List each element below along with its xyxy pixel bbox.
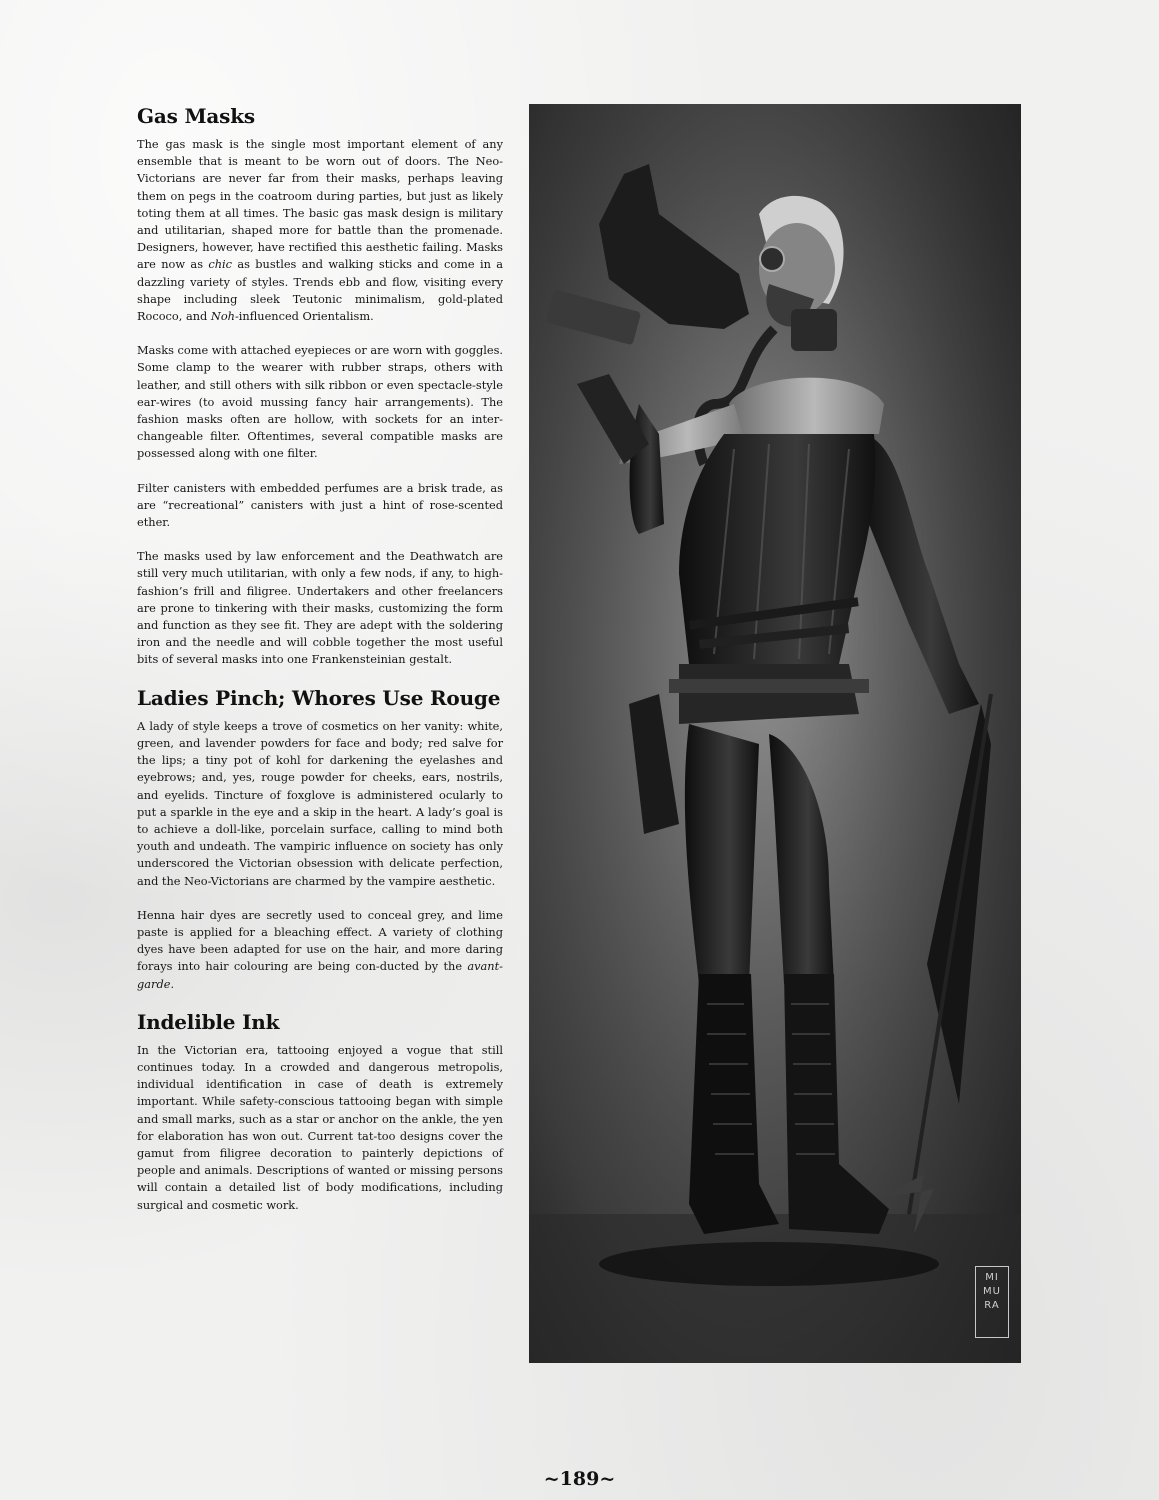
- text-column: [137, 104, 503, 1231]
- page-number: ~189~: [543, 1468, 616, 1490]
- text-run: Henna hair dyes are secretly used to conceal grey, and lime paste is applied for a bleaching effect. A variety of clothing dyes have been adapted for use on the hair, and more daring forays into hair colouring are being con-ducted by the: [137, 907, 503, 974]
- section-indelible-ink: [137, 1010, 503, 1214]
- body-paragraph: [137, 342, 503, 462]
- section-ladies-pinch-whores-use-rouge: [137, 686, 503, 993]
- body-paragraph: [137, 1042, 503, 1214]
- text-run: A lady of style keeps a trove of cosmetics on her vanity: white, green, and lavender powders for face and body; red salve for the lips; a tiny pot of kohl for darkening the eyelashes and eyebrows; and, yes, rouge powder for cheeks, ears, nostrils, and eyelids. Tincture of foxglove is administered ocularly to put a sparkle in the eye and a skip in the heart. A lady’s goal is to achieve a doll-like, porcelain surface, calling to mind both youth and undeath. The vampiric influence on society has only underscored the Victorian obsession with delicate perfection, and the Neo-Victorians are charmed by the vampire aesthetic.: [137, 718, 503, 888]
- text-run: -influenced Orientalism.: [234, 309, 374, 324]
- body-paragraph: [137, 907, 503, 993]
- artist-signature: MI MU RA: [975, 1266, 1009, 1338]
- text-run: In the Victorian era, tattooing enjoyed a vogue that still continues today. In a crowded and dangerous metropolis, individual identification in case of death is extremely important. While safety-conscious tattooing began with simple and small marks, such as a star or anchor on the ankle, the yen for elaboration has won out. Current tat-too designs cover the gamut from filigree decoration to painterly depictions of people and animals. Descriptions of wanted or missing persons will contain a detailed list of body modifications, including surgical and cosmetic work.: [137, 1042, 503, 1212]
- text-run: as bustles and walking sticks and come in a dazzling variety of styles. Trends ebb and flow, visiting every shape including sleek Teutonic minimalism, gold-plated Rococo, and: [137, 257, 503, 324]
- illustration-figure: [529, 104, 1021, 1363]
- section-gas-masks: [137, 104, 503, 669]
- emphasis-text: Noh: [210, 309, 235, 324]
- emphasis-text: avant-garde: [137, 959, 503, 991]
- emphasis-text: chic: [208, 257, 232, 272]
- body-paragraph: [137, 718, 503, 890]
- body-paragraph: [137, 480, 503, 532]
- body-paragraph: [137, 548, 503, 668]
- body-paragraph: [137, 136, 503, 325]
- illustration: [529, 104, 1021, 1363]
- text-run: The masks used by law enforcement and the Deathwatch are still very much utilitarian, with only a few nods, if any, to high-fashion’s frill and filigree. Undertakers and other freelancers are prone to tinkering with their masks, customizing the form and function as they see fit. They are adept with the soldering iron and the needle and will cobble together the most useful bits of several masks into one Frankensteinian gestalt.: [137, 549, 503, 667]
- section-heading: Indelible Ink: [137, 1009, 280, 1034]
- section-heading: Ladies Pinch; Whores Use Rouge: [137, 685, 501, 710]
- text-run: Masks come with attached eyepieces or are worn with goggles. Some clamp to the wearer with rubber straps, others with leather, and still others with silk ribbon or even spectacle-style ear-wires (to avoid mussing fancy hair arrangements). The fashion masks often are hollow, with sockets for an inter-changeable filter. Oftentimes, several compatible masks are possessed along with one filter.: [137, 343, 503, 461]
- text-run: Filter canisters with embedded perfumes are a brisk trade, as are “recreational” canisters with just a hint of rose-scented ether.: [137, 480, 503, 530]
- text-run: The gas mask is the single most important element of any ensemble that is meant to be worn out of doors. The Neo-Victorians are never far from their masks, perhaps leaving them on pegs in the coatroom during parties, but just as likely toting them at all times. The basic gas mask design is military and utilitarian, shaped more for battle than the promenade. Designers, however, have rectified this aesthetic failing. Masks are now as: [137, 137, 503, 272]
- text-run: .: [170, 976, 175, 991]
- section-heading: Gas Masks: [137, 104, 255, 128]
